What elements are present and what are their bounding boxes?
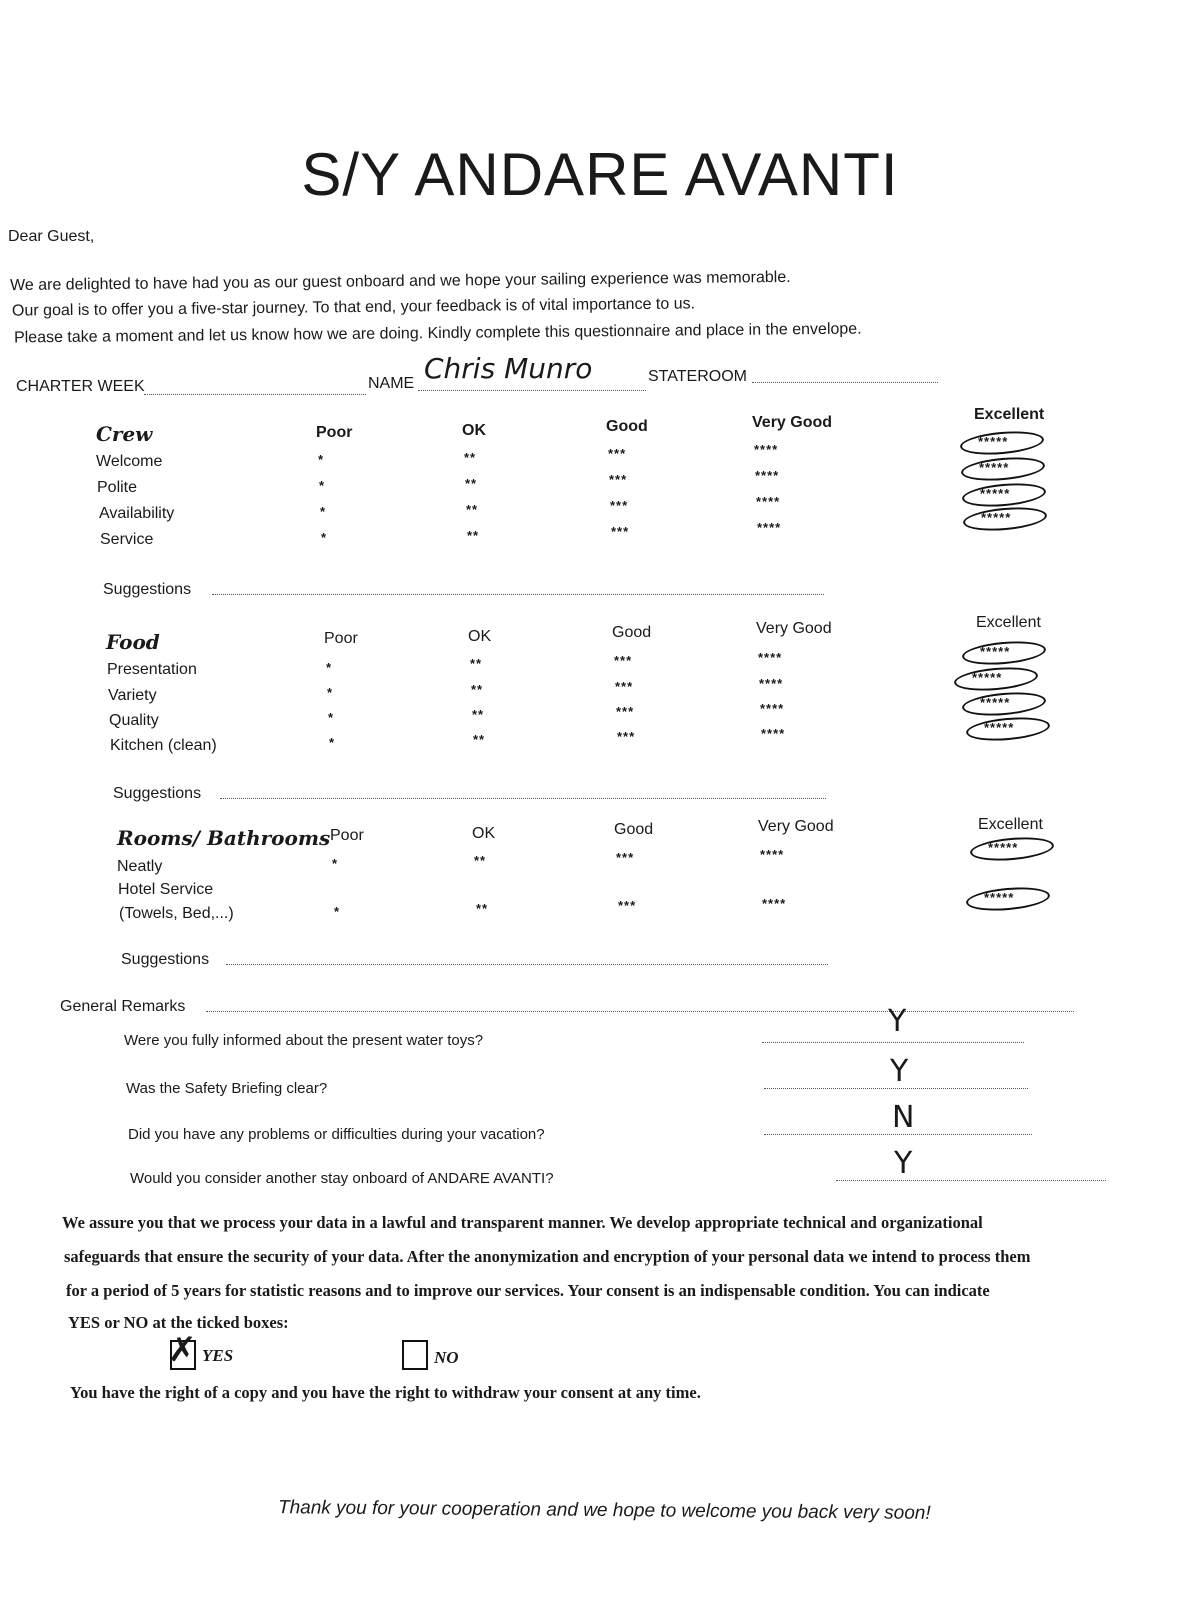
section-title-rooms: Rooms/ Bathrooms: [117, 826, 331, 850]
selection-circle: [962, 504, 1048, 533]
legal-line-1: We assure you that we process your data in a lawful and transparent manner. We develop appropriate technical and organizational: [62, 1213, 983, 1232]
food-variety-ok[interactable]: **: [471, 682, 484, 697]
crew-service-excellent-stars: *****: [981, 510, 1012, 525]
rooms-item-hotel-service: Hotel Service: [118, 881, 214, 898]
charter-week-field[interactable]: [144, 394, 366, 395]
rooms-col-poor: Poor: [330, 827, 364, 844]
rooms-neatly-good[interactable]: ***: [616, 850, 635, 865]
stateroom-field[interactable]: [752, 382, 938, 383]
food-variety-poor[interactable]: *: [327, 685, 334, 700]
selection-circle: [961, 480, 1047, 509]
answer-water-toys[interactable]: Y: [888, 1004, 907, 1039]
selection-circle: [959, 428, 1045, 457]
food-col-good: Good: [612, 624, 652, 641]
food-presentation-very-good[interactable]: ****: [758, 650, 783, 665]
crew-polite-very-good[interactable]: ****: [755, 468, 780, 483]
rooms-item-towels-bed: (Towels, Bed,...): [119, 905, 234, 922]
consent-no-label: NO: [434, 1348, 459, 1367]
crew-availability-good[interactable]: ***: [610, 498, 629, 513]
food-col-very-good: Very Good: [756, 620, 832, 637]
food-kitchen-poor[interactable]: *: [329, 735, 336, 750]
crew-polite-poor[interactable]: *: [319, 478, 326, 493]
name-label: NAME: [368, 375, 415, 392]
food-presentation-poor[interactable]: *: [326, 660, 333, 675]
crew-service-good[interactable]: ***: [611, 524, 630, 539]
crew-polite-excellent-stars: *****: [979, 460, 1010, 475]
selection-circle: [969, 834, 1055, 863]
charter-week-label: CHARTER WEEK: [16, 378, 145, 395]
consent-yes-label: YES: [202, 1346, 234, 1365]
crew-welcome-good[interactable]: ***: [608, 446, 627, 461]
selection-circle: [961, 638, 1047, 667]
crew-welcome-excellent-stars: *****: [978, 434, 1009, 449]
crew-col-ok: OK: [462, 422, 486, 439]
crew-availability-ok[interactable]: **: [466, 502, 479, 517]
rooms-col-ok: OK: [472, 825, 496, 842]
crew-polite-good[interactable]: ***: [609, 472, 628, 487]
rooms-col-good: Good: [614, 821, 654, 838]
question-problems: Did you have any problems or difficulties during your vacation?: [128, 1126, 545, 1143]
selection-circle: [965, 714, 1051, 743]
rooms-hotel-excellent[interactable]: [966, 888, 1050, 910]
selection-circle: [961, 689, 1047, 718]
crew-col-good: Good: [606, 418, 648, 435]
answer-line-water-toys: [762, 1042, 1024, 1043]
food-kitchen-very-good[interactable]: ****: [761, 726, 786, 741]
crew-service-ok[interactable]: **: [467, 528, 480, 543]
food-variety-excellent-stars: *****: [972, 670, 1003, 685]
crew-availability-excellent-stars: *****: [980, 486, 1011, 501]
rooms-suggestions-label: Suggestions: [121, 951, 210, 968]
greeting: Dear Guest,: [8, 228, 95, 245]
rooms-neatly-excellent[interactable]: [970, 838, 1054, 860]
answer-problems[interactable]: N: [892, 1100, 915, 1135]
food-quality-excellent-stars: *****: [980, 695, 1011, 710]
general-remarks-label: General Remarks: [60, 998, 186, 1015]
food-suggestions-label: Suggestions: [113, 785, 202, 802]
crew-item-welcome: Welcome: [96, 453, 163, 470]
legal-line-2: safeguards that ensure the security of your data. After the anonymization and encryption of your personal data we intend to process them: [64, 1247, 1031, 1266]
crew-polite-excellent[interactable]: [961, 458, 1045, 480]
intro-line-1: We are delighted to have had you as our guest onboard and we hope your sailing experience was memorable.: [9, 268, 791, 295]
food-variety-good[interactable]: ***: [615, 679, 634, 694]
crew-item-availability: Availability: [99, 505, 175, 522]
section-title-food: Food: [106, 630, 160, 654]
food-presentation-ok[interactable]: **: [470, 656, 483, 671]
crew-suggestions-label: Suggestions: [103, 581, 192, 598]
question-another-stay: Would you consider another stay onboard of ANDARE AVANTI?: [130, 1170, 554, 1187]
food-kitchen-excellent-stars: *****: [984, 720, 1015, 735]
crew-availability-excellent[interactable]: [962, 484, 1046, 506]
rooms-hotel-very-good[interactable]: ****: [762, 896, 787, 911]
food-kitchen-good[interactable]: ***: [617, 729, 636, 744]
crew-polite-ok[interactable]: **: [465, 476, 478, 491]
food-quality-excellent[interactable]: [962, 693, 1046, 715]
selection-circle: [953, 664, 1039, 693]
food-col-ok: OK: [468, 628, 492, 645]
legal-line-3: for a period of 5 years for statistic reasons and to improve our services. Your consent is an indispensable condition. You can indicate: [66, 1281, 990, 1300]
food-col-excellent: Excellent: [976, 614, 1041, 631]
crew-service-excellent[interactable]: [963, 508, 1047, 530]
food-item-kitchen: Kitchen (clean): [110, 737, 217, 754]
answer-line-another-stay: [836, 1180, 1106, 1181]
intro-line-3: Please take a moment and let us know how we are doing. Kindly complete this questionnaire and place in the envelope.: [13, 320, 862, 347]
food-presentation-excellent[interactable]: [962, 642, 1046, 664]
crew-service-poor[interactable]: *: [321, 530, 328, 545]
question-safety-briefing: Was the Safety Briefing clear?: [126, 1080, 328, 1097]
crew-col-poor: Poor: [316, 424, 353, 441]
food-kitchen-excellent[interactable]: [966, 718, 1050, 740]
thank-you-text: Thank you for your cooperation and we hope to welcome you back very soon!: [277, 1497, 931, 1524]
check-mark-icon: ✗: [168, 1331, 197, 1369]
answer-another-stay[interactable]: Y: [894, 1146, 913, 1181]
selection-circle: [965, 884, 1051, 913]
consent-no-checkbox[interactable]: [402, 1340, 428, 1370]
crew-availability-poor[interactable]: *: [320, 504, 327, 519]
intro-line-2: Our goal is to offer you a five-star journey. To that end, your feedback is of vital importance to us.: [11, 295, 696, 320]
selection-circle: [960, 454, 1046, 483]
rooms-hotel-good[interactable]: ***: [618, 898, 637, 913]
crew-welcome-ok[interactable]: **: [464, 450, 477, 465]
food-suggestions-field[interactable]: [220, 798, 826, 799]
rooms-neatly-very-good[interactable]: ****: [760, 847, 785, 862]
crew-item-service: Service: [100, 531, 154, 548]
rooms-hotel-ok[interactable]: **: [476, 901, 489, 916]
food-col-poor: Poor: [324, 630, 358, 647]
rooms-neatly-ok[interactable]: **: [474, 853, 487, 868]
food-item-variety: Variety: [108, 687, 157, 704]
rooms-item-neatly: Neatly: [117, 858, 163, 875]
crew-suggestions-field[interactable]: [212, 594, 824, 595]
rooms-col-very-good: Very Good: [758, 818, 834, 835]
stateroom-label: STATEROOM: [648, 368, 747, 385]
rooms-hotel-poor[interactable]: *: [334, 904, 341, 919]
food-quality-good[interactable]: ***: [616, 704, 635, 719]
rooms-hotel-excellent-stars: *****: [984, 890, 1015, 905]
name-field-line: [418, 390, 646, 391]
crew-col-very-good: Very Good: [752, 414, 833, 431]
crew-welcome-excellent[interactable]: [960, 432, 1044, 454]
answer-safety-briefing[interactable]: Y: [890, 1054, 909, 1089]
food-quality-poor[interactable]: *: [328, 710, 335, 725]
rooms-neatly-excellent-stars: *****: [988, 840, 1019, 855]
crew-availability-very-good[interactable]: ****: [756, 494, 781, 509]
name-value[interactable]: Chris Munro: [424, 352, 593, 385]
rooms-neatly-poor[interactable]: *: [332, 856, 339, 871]
food-variety-very-good[interactable]: ****: [759, 676, 784, 691]
food-quality-very-good[interactable]: ****: [760, 701, 785, 716]
crew-welcome-very-good[interactable]: ****: [754, 442, 779, 457]
rooms-col-excellent: Excellent: [978, 816, 1043, 833]
food-quality-ok[interactable]: **: [472, 707, 485, 722]
food-item-quality: Quality: [109, 712, 159, 729]
rights-text: You have the right of a copy and you have the right to withdraw your consent at any time.: [70, 1383, 701, 1402]
food-presentation-good[interactable]: ***: [614, 653, 633, 668]
general-remarks-field[interactable]: [206, 1011, 1074, 1012]
rooms-suggestions-field[interactable]: [226, 964, 828, 965]
question-water-toys: Were you fully informed about the present water toys?: [124, 1032, 484, 1049]
page-title: S/Y ANDARE AVANTI: [301, 141, 899, 208]
crew-item-polite: Polite: [97, 479, 138, 496]
section-title-crew: Crew: [96, 422, 153, 446]
crew-service-very-good[interactable]: ****: [757, 520, 782, 535]
food-item-presentation: Presentation: [107, 661, 197, 678]
crew-welcome-poor[interactable]: *: [318, 452, 325, 467]
food-presentation-excellent-stars: *****: [980, 644, 1011, 659]
legal-line-4: YES or NO at the ticked boxes:: [68, 1313, 289, 1332]
food-kitchen-ok[interactable]: **: [473, 732, 486, 747]
food-variety-excellent[interactable]: [954, 668, 1038, 690]
crew-col-excellent: Excellent: [974, 406, 1045, 423]
